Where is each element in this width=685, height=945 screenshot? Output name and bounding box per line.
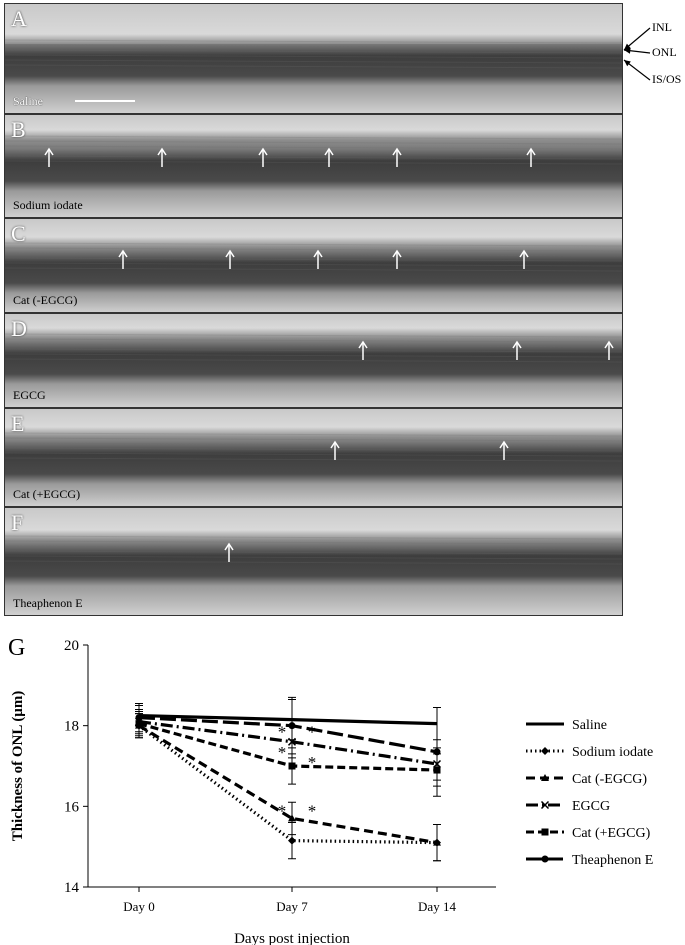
- data-point: [289, 763, 296, 770]
- oct-image: [5, 409, 623, 507]
- data-point: [288, 837, 296, 845]
- condition-label: Sodium iodate: [13, 198, 83, 212]
- oct-panel-f: [4, 507, 623, 616]
- legend-item: [526, 772, 647, 787]
- legend-item: [526, 826, 651, 841]
- series-line: [139, 724, 437, 770]
- condition-label: Theaphenon E: [13, 596, 83, 610]
- legend-label: Cat (-EGCG): [572, 772, 648, 787]
- x-tick-label: Day 7: [276, 899, 308, 914]
- legend-item: [526, 718, 607, 733]
- data-point: [542, 829, 549, 836]
- oct-image: [5, 508, 623, 616]
- legend-item: [526, 853, 653, 868]
- legend-label: Saline: [572, 718, 607, 733]
- panel-label: E: [11, 411, 25, 436]
- panel-label: F: [11, 510, 24, 535]
- data-point: [434, 748, 441, 755]
- significance-marker: *: [307, 752, 317, 772]
- legend-label: EGCG: [572, 799, 611, 814]
- significance-marker: *: [277, 801, 287, 821]
- legend-label: Cat (+EGCG): [572, 826, 651, 841]
- series-theaphenon-e: [135, 697, 441, 796]
- y-tick-label: 18: [64, 718, 79, 735]
- significance-marker: *: [277, 742, 287, 762]
- layer-arrows: [0, 0, 685, 120]
- oct-panel-e: [4, 408, 623, 507]
- x-axis-title: Days post injection: [234, 931, 350, 945]
- panel-label: C: [11, 221, 26, 246]
- panel-label: D: [11, 316, 27, 341]
- x-tick-label: Day 14: [418, 899, 456, 914]
- data-point: [542, 856, 549, 863]
- oct-panel-b: [4, 114, 623, 218]
- y-tick-label: 16: [64, 799, 79, 816]
- panel-label: B: [11, 117, 26, 142]
- legend-item: [526, 745, 653, 760]
- condition-label: Cat (+EGCG): [13, 487, 81, 501]
- legend-label: Sodium iodate: [572, 745, 654, 760]
- condition-label: EGCG: [13, 388, 46, 402]
- layer-label-onl: ONL: [652, 45, 677, 59]
- data-point: [289, 722, 296, 729]
- y-tick-label: 14: [64, 880, 79, 896]
- panel-label: A: [11, 6, 27, 31]
- y-tick-label: 20: [64, 638, 79, 654]
- oct-panel-d: [4, 313, 623, 408]
- oct-image: [5, 115, 623, 218]
- legend-label: Theaphenon E: [572, 853, 654, 868]
- onl-thickness-chart: [0, 618, 685, 945]
- condition-label: Saline: [13, 94, 43, 108]
- y-axis-title: Thickness of ONL (μm): [10, 690, 26, 842]
- significance-marker: *: [307, 722, 317, 742]
- panel-label: G: [8, 635, 26, 661]
- layer-label-is-os: IS/OS: [652, 72, 682, 86]
- layer-label-inl: INL: [652, 20, 672, 34]
- data-point: [541, 747, 549, 755]
- oct-image: [5, 314, 623, 408]
- condition-label: Cat (-EGCG): [13, 293, 78, 307]
- oct-image: [5, 219, 623, 313]
- x-tick-label: Day 0: [123, 899, 155, 914]
- significance-marker: *: [277, 722, 287, 742]
- data-point: [136, 714, 143, 721]
- legend-item: [526, 799, 610, 814]
- significance-marker: *: [307, 801, 317, 821]
- oct-panel-c: [4, 218, 623, 313]
